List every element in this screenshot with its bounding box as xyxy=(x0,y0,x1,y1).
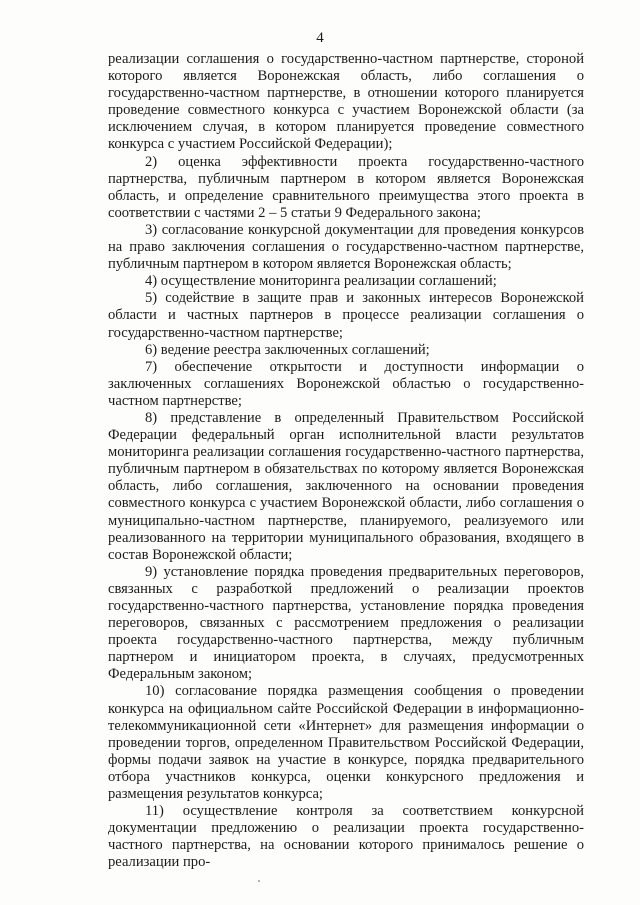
paragraph-item-9: 9) установление порядка проведения предварительных переговоров, связанных с разработкой предложений о реализации проектов государственно-частного партнерства, установление порядка проведения переговоров, связанных с рассмотрением предложения о реализации проекта государственно-частного партнерства, между публичным партнером и инициатором проекта, в случаях, предусмотренных Федеральным законом; xyxy=(108,563,584,683)
paragraph-item-7: 7) обеспечение открытости и доступности информации о заключенных соглашениях Воронежской областью о государственно-частном партнерстве; xyxy=(108,358,584,409)
paragraph-item-2: 2) оценка эффективности проекта государственно-частного партнерства, публичным партнером в котором является Воронежская область, и определение сравнительного преимущества этого проекта в соответствии с частями 2 – 5 статьи 9 Федерального закона; xyxy=(108,153,584,221)
paragraph-item-11: 11) осуществление контроля за соответствием конкурсной документации предложению о реализации проекта государственно-частного партнерства, на основании которого принималось решение о реализации про- xyxy=(108,803,584,871)
document-body xyxy=(108,51,584,872)
paragraph-item-6: 6) ведение реестра заключенных соглашений; xyxy=(145,341,430,358)
paragraph-item-4: 4) осуществление мониторинга реализации соглашений; xyxy=(145,273,497,290)
paragraph-item-10: 10) согласование порядка размещения сообщения о проведении конкурса на официальном сайте Российской Федерации в информационно-телекоммуникационной сети «Интернет» для размещения информации о проведении торгов, определенном Правительством Российской Федерации, формы подачи заявок на участие в конкурсе, порядка предварительного отбора участников конкурса, оценки конкурсного предложения и размещения результатов конкурса; xyxy=(108,683,584,803)
paragraph-item-5: 5) содействие в защите прав и законных интересов Воронежской области и частных партнеров в процессе реализации соглашения о государственно-частном партнерстве; xyxy=(108,290,584,341)
scan-speck xyxy=(258,880,260,882)
paragraph-item-8: 8) представление в определенный Правительством Российской Федерации федеральный орган исполнительной власти результатов мониторинга реализации соглашения государственно-частного партнерства, публичным партнером в обязательствах по которому является Воронежская область, либо соглашения, заключенного на основании проведения совместного конкурса с участием Воронежской области, либо соглашения о муниципально-частном партнерстве, планируемого, реализуемого или реализованного на территории муниципального образования, входящего в состав Воронежской области; xyxy=(108,409,584,563)
page-number: 4 xyxy=(316,30,324,46)
paragraph-continuation: реализации соглашения о государственно-частном партнерстве, стороной которого является Воронежская область, либо соглашения о государственно-частном партнерстве, в отношении которого планируется проведение совместного конкурса с участием Воронежской области (за исключением случая, в котором планируется проведение совместного конкурса с участием Российской Федерации); xyxy=(108,51,584,153)
paragraph-item-3: 3) согласование конкурсной документации для проведения конкурсов на право заключения соглашения о государственно-частном партнерстве, публичным партнером в котором является Воронежская область; xyxy=(108,221,584,273)
